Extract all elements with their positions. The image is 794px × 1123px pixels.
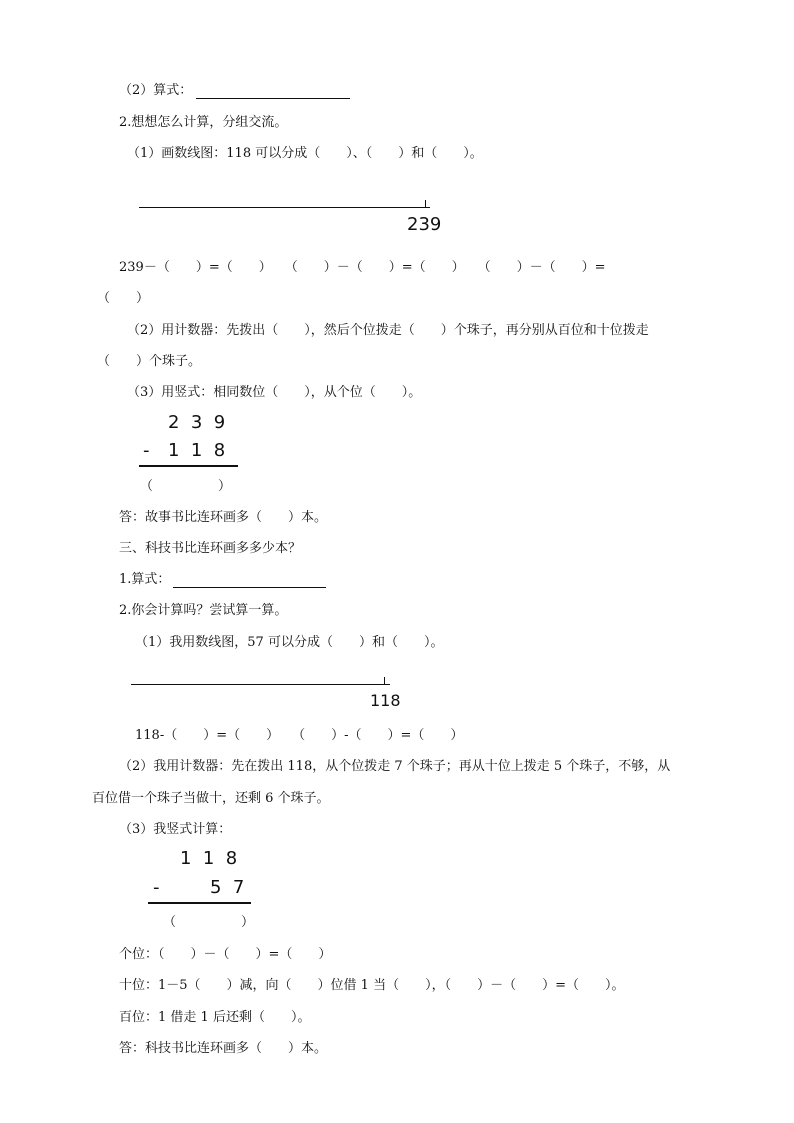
vertical-2-result: （ ）	[163, 915, 255, 930]
counter-question-1: （2）用计数器：先拨出（ ），然后个位拨走（ ）个珠子，再分别从百位和十位拨走	[127, 323, 649, 338]
numberline-question-3: （1）我用数线图，57 可以分成（ ）和（ ）。	[135, 635, 444, 650]
vertical-1-minus: -	[143, 440, 150, 461]
equation-row-1: 239－（ ）=（ ） （ ）－（ ）=（ ） （ ）－（ ）=	[119, 260, 606, 275]
number-line-2	[131, 684, 390, 685]
vertical-1-bottom: 1 1 8	[168, 440, 226, 461]
number-line-2-label: 118	[370, 691, 401, 710]
tens-step: 十位：1－5（ ）减，向（ ）位借 1 当（ ），（ ）－（ ）=（ ）。	[119, 978, 625, 993]
number-line-1-tick	[425, 200, 426, 207]
hundreds-step: 百位：1 借走 1 后还剩（ ）。	[119, 1010, 311, 1025]
vertical-2-bottom: 5 7	[210, 877, 245, 898]
formula-label-1: （2）算式：	[119, 83, 193, 98]
numberline-question-1: （1）画数线图：118 可以分成（ ）、（ ）和（ ）。	[127, 146, 483, 161]
vertical-1-result: （ ）	[140, 479, 232, 494]
number-line-2-tick	[384, 677, 385, 684]
equation-row-1-continued: （ ）	[97, 291, 150, 306]
ones-step: 个位：（ ）－（ ）=（ ）	[119, 947, 332, 962]
vertical-2-minus: -	[153, 877, 160, 898]
section-3-title: 三、科技书比连环画多多少本？	[119, 541, 302, 556]
counter-paragraph-3: （2）我用计数器：先在拨出 118，从个位拨走 7 个珠子；再从十位上拨走 5 个珠子，不够，从	[119, 759, 671, 774]
counter-question-1-continued: （ ）个珠子。	[97, 354, 202, 369]
formula-blank-3[interactable]	[173, 587, 326, 588]
question-2-title: 2.想想怎么计算，分组交流。	[119, 115, 288, 130]
vertical-1-rule	[139, 465, 238, 467]
vertical-question-3: （3）我竖式计算：	[119, 822, 232, 837]
formula-label-3: 1.算式：	[119, 572, 171, 587]
counter-paragraph-3-continued: 百位借一个珠子当做十，还剩 6 个珠子。	[92, 791, 330, 806]
vertical-2-top: 1 1 8	[180, 848, 238, 869]
answer-3: 答：科技书比连环画多（ ）本。	[119, 1041, 328, 1056]
number-line-1	[139, 207, 430, 208]
number-line-1-label: 239	[407, 214, 442, 235]
equation-row-3: 118-（ ）=（ ） （ ）-（ ）=（ ）	[135, 728, 464, 743]
vertical-question-1: （3）用竖式：相同数位（ ），从个位（ ）。	[127, 385, 422, 400]
vertical-2-rule	[148, 902, 251, 904]
answer-1: 答：故事书比连环画多（ ）本。	[119, 510, 328, 525]
question-3-2-title: 2.你会计算吗？尝试算一算。	[119, 603, 288, 618]
formula-blank-1[interactable]	[196, 98, 350, 99]
vertical-1-top: 2 3 9	[168, 412, 226, 433]
